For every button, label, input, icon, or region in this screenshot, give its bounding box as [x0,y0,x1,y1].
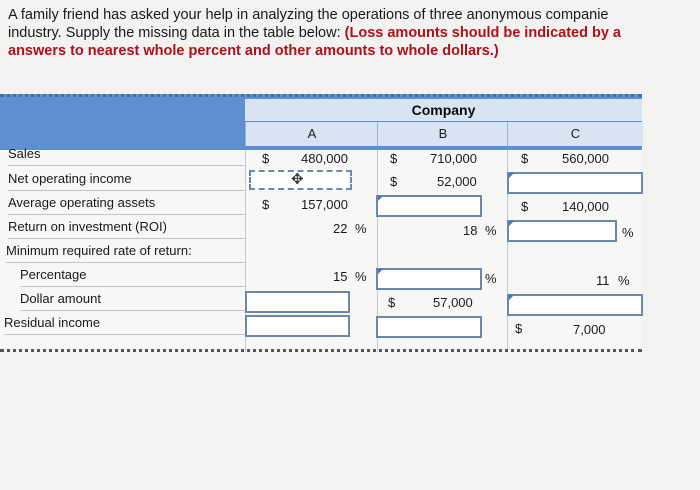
c-dollar-amount-input[interactable] [507,294,643,316]
question-prompt [8,6,700,60]
a-average-operating-assets-value: 157,000 [301,197,348,212]
c-net-operating-income-input[interactable] [507,172,643,194]
currency-symbol: $ [390,174,398,189]
column-header-c [507,122,643,146]
currency-symbol: $ [521,199,529,214]
c-sales-value: 560,000 [562,151,609,166]
currency-symbol: $ [262,197,270,212]
column-header-a [245,122,378,146]
input-flag-icon [378,269,383,274]
input-flag-icon [378,196,383,201]
row-label-percentage: Percentage [20,263,245,287]
currency-symbol: $ [515,321,523,336]
row-label-dollar-amount: Dollar amount [20,287,245,311]
b-sales-value: 710,000 [430,151,477,166]
prompt-line-2 [8,24,700,42]
table-bottom-rule [0,346,642,352]
b-net-operating-income-value: 52,000 [437,174,477,189]
c-percentage-value: 11 [596,273,610,288]
row-label-average-operating-assets: Average operating assets [8,191,245,215]
a-roi-value: 22 [333,221,348,236]
percent-symbol: % [485,223,497,238]
input-flag-icon [509,173,514,178]
currency-symbol: $ [388,295,396,310]
c-residual-income-value: 7,000 [573,322,606,337]
company-header: Company [245,99,642,121]
input-flag-icon [509,295,514,300]
percent-symbol: % [355,221,367,236]
row-label-roi: Return on investment (ROI) [8,215,245,239]
b-dollar-amount-value: 57,000 [433,295,473,310]
column-header-b [377,122,508,146]
a-residual-income-input[interactable] [245,315,350,337]
column-a-label: A [307,126,317,141]
prompt-line-3: answers to nearest whole percent and other amounts to whole dollars.) [8,43,499,59]
b-percentage-input[interactable] [376,268,482,290]
row-label-net-operating-income: Net operating income [8,167,245,191]
prompt-line-1: A family friend has asked your help in analyzing the operations of three anonymous companie [8,7,609,23]
input-flag-icon [509,221,514,226]
column-c-label: C [570,126,581,141]
row-label-min-required-rate: Minimum required rate of return: [6,239,245,263]
data-table [0,94,642,352]
prompt-line-2-bold: (Loss amounts should be indicated by a [344,25,621,41]
currency-symbol: $ [390,151,398,166]
a-sales-value: 480,000 [301,151,348,166]
percent-symbol: % [618,273,630,288]
prompt-line-2-text: industry. Supply the missing data in the table below: [8,25,345,41]
percent-symbol: % [622,225,634,240]
table-body [0,146,642,352]
percent-symbol: % [485,271,497,286]
a-percentage-value: 15 [333,269,348,284]
a-net-operating-income-input[interactable] [249,170,352,190]
move-cursor-icon: ✥ [291,171,304,188]
currency-symbol: $ [521,151,529,166]
percent-symbol: % [355,269,367,284]
b-average-operating-assets-input[interactable] [376,195,482,217]
row-label-sales: Sales [8,142,245,166]
a-dollar-amount-input[interactable] [245,291,350,313]
c-roi-input[interactable] [507,220,617,242]
row-label-residual-income: Residual income [4,311,245,335]
b-residual-income-input[interactable] [376,316,482,338]
c-average-operating-assets-value: 140,000 [562,199,609,214]
column-b-label: B [438,126,448,141]
currency-symbol: $ [262,151,270,166]
b-roi-value: 18 [463,223,478,238]
